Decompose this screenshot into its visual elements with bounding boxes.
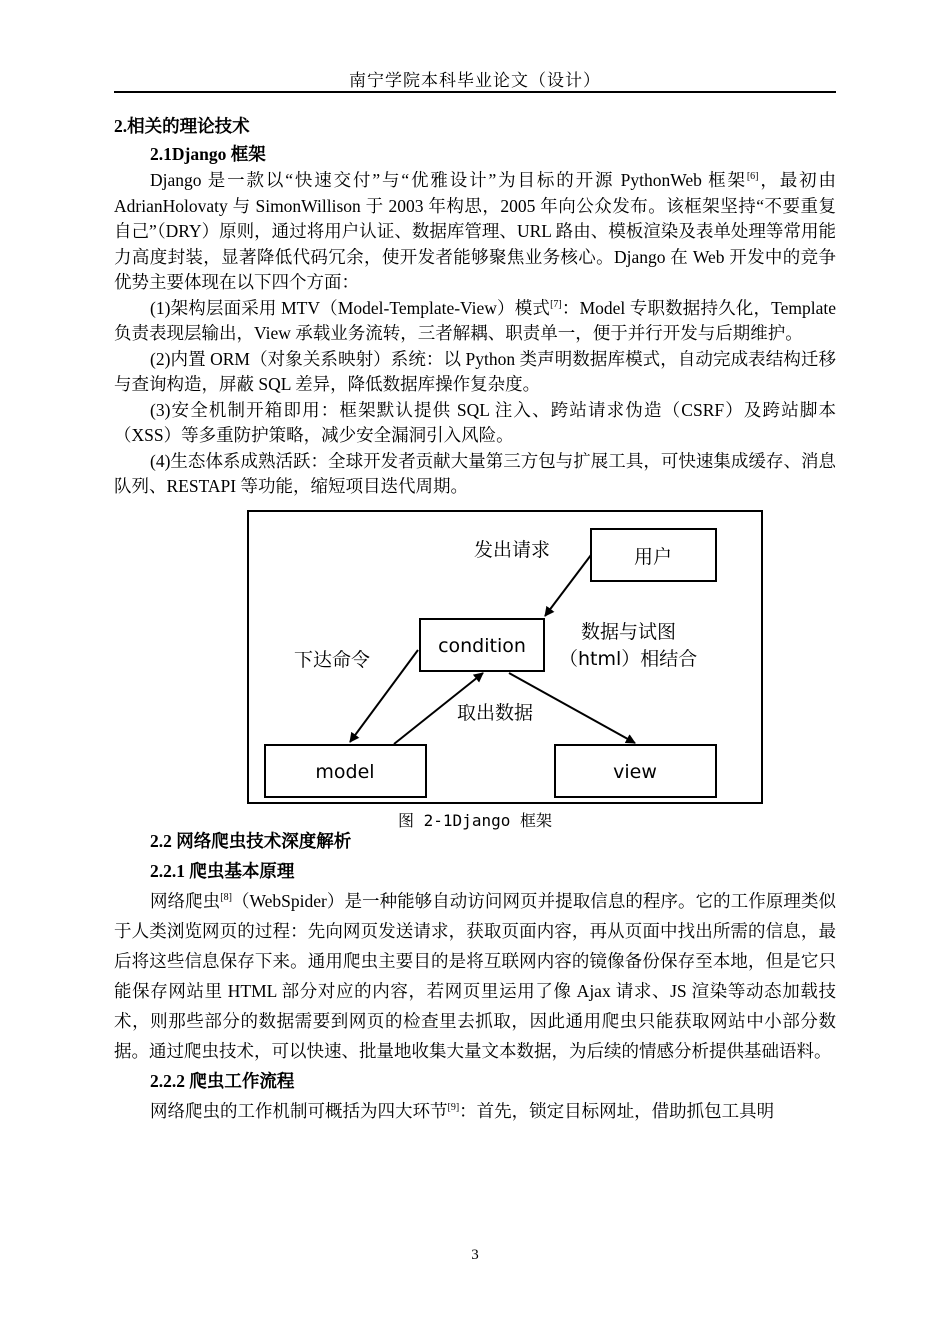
- label-fetch-data: 取出数据: [457, 701, 534, 724]
- text-run: （WebSpider）是一种能够自动访问网页并提取信息的程序。它的工作原理类似于人类浏览网页的过程：先向网页发送请求，获取页面内容，再从页面中找出所需的信息，最后将这些信息保存下来。通用爬虫主要目的是将互联网内容的镜像备份保存至本地，但是它只能保存网站里 HTML 部分对应的内容，若网页里运用了像 Ajax 请求、JS 渲染等动态加载技术，则那些部分的数据需要到网页的检查里去抓取，因此通用爬虫只能获取网站中小部分数据。通过爬虫技术，可以快速、批量地收集大量文本数据，为后续的情感分析提供基础语料。: [114, 890, 836, 1061]
- label-issue-command: 下达命令: [294, 648, 371, 671]
- running-header: 南宁学院本科毕业论文（设计）: [349, 71, 601, 90]
- text-run: ：Model 专职数据持久化，Template 负责表现层输出，View 承载业务流转，三者解耦、职责单一，便于并行开发与后期维护。: [114, 297, 836, 343]
- section-heading-2-2: 2.2 网络爬虫技术深度解析: [150, 830, 352, 851]
- label-user: 用户: [633, 545, 673, 568]
- section-heading-2-1: 2.1Django 框架: [150, 144, 266, 164]
- body-content: [114, 112, 836, 1126]
- section-heading-2-2-1: 2.2.1 爬虫基本原理: [150, 860, 295, 881]
- paragraph-item-4: (4)生态体系成熟活跃：全球开发者贡献大量第三方包与扩展工具，可快速集成缓存、消息队列、RESTAPI 等功能，缩短项目迭代周期。: [114, 450, 836, 496]
- label-view: view: [613, 760, 657, 783]
- paragraph-crawler-principle: [114, 886, 836, 1066]
- citation-ref: [9]: [447, 1101, 460, 1113]
- text-run: ：首先，锁定目标网址，借助抓包工具明: [459, 1100, 775, 1121]
- paragraph-item-1: [114, 296, 836, 347]
- header-rule: [114, 91, 836, 93]
- label-combine-2: （html）相结合: [559, 647, 698, 670]
- paragraph-crawler-workflow: [114, 1096, 836, 1126]
- diagram-svg: [249, 512, 761, 802]
- paragraph-item-3: (3)安全机制开箱即用：框架默认提供 SQL 注入、跨站请求伪造（CSRF）及跨站脚本（XSS）等多重防护策略，减少安全漏洞引入风险。: [114, 399, 836, 445]
- figure-caption: 图 2-1Django 框架: [398, 810, 552, 830]
- text-run: 网络爬虫: [150, 890, 221, 911]
- label-model: model: [315, 760, 375, 783]
- label-send-request: 发出请求: [474, 538, 551, 561]
- paragraph-item-2: (2)内置 ORM（对象关系映射）系统：以 Python 类声明数据库模式，自动完成表结构迁移与查询构造，屏蔽 SQL 差异，降低数据库操作复杂度。: [114, 348, 836, 394]
- text-run: ，最初由 AdrianHolovaty 与 SimonWillison 于 2003 年构思，2005 年向公众发布。该框架坚持“不要重复自己”（DRY）原则，通过将用户认证、数据库管理、URL 路由、模板渲染及表单处理等常用能力高度封装，显著降低代码冗余，使开发者能够聚焦业务核心。Django 在 Web 开发中的竞争优势主要体现在以下四个方面：: [114, 170, 836, 292]
- paragraph-django-intro: [114, 168, 836, 296]
- label-combine-1: 数据与试图: [581, 620, 677, 643]
- citation-ref: [6]: [746, 171, 759, 183]
- text-run: Django 是一款以“快速交付”与“优雅设计”为目标的开源 PythonWeb 框架: [150, 170, 747, 190]
- citation-ref: [8]: [220, 891, 232, 903]
- section-heading-2-2-2: 2.2.2 爬虫工作流程: [150, 1070, 295, 1091]
- citation-ref: [7]: [550, 298, 562, 310]
- label-condition: condition: [438, 634, 526, 657]
- text-run: 网络爬虫的工作机制可概括为四大环节: [150, 1100, 448, 1121]
- section-heading-2: 2.相关的理论技术: [114, 116, 250, 136]
- django-diagram: [247, 510, 763, 804]
- figure-container: [114, 510, 836, 830]
- text-run: (1)架构层面采用 MTV（Model-Template-View）模式: [150, 297, 551, 318]
- arrow-user-to-condition: [545, 555, 591, 616]
- page-number: 3: [471, 1247, 479, 1263]
